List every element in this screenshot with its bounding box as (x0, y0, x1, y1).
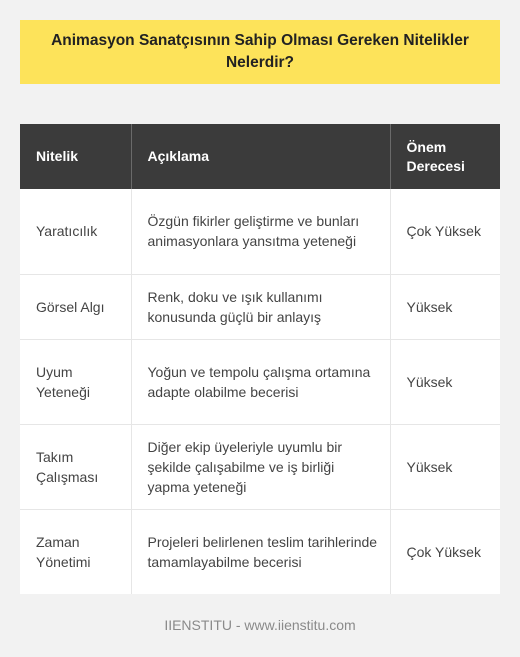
table-row (20, 339, 500, 424)
description-cell: Projeleri belirlenen teslim tarihlerinde tamamlayabilme becerisi (131, 509, 390, 594)
description-cell: Yoğun ve tempolu çalışma ortamına adapte olabilme becerisi (131, 339, 390, 424)
table-row (20, 274, 500, 339)
trait-cell: Zaman Yönetimi (20, 509, 131, 594)
header-trait: Nitelik (20, 124, 131, 189)
importance-cell: Çok Yüksek (406, 543, 481, 560)
importance-cell: Yüksek (390, 339, 500, 424)
trait-cell: Takım Çalışması (20, 424, 131, 509)
footer-watermark: IIENSTITU - www.iienstitu.com (164, 617, 356, 633)
title-banner (20, 20, 500, 84)
importance-cell: Yüksek (390, 274, 500, 339)
table-row (20, 189, 500, 274)
traits-table (20, 124, 500, 594)
description-cell: Özgün fikirler geliştirme ve bunları animasyonlara yansıtma yeteneği (131, 189, 390, 274)
header-importance: Önem Derecesi (390, 124, 500, 189)
description-cell: Renk, doku ve ışık kullanımı konusunda güçlü bir anlayış (131, 274, 390, 339)
importance-cell: Çok Yüksek (390, 189, 500, 274)
table-row (20, 424, 500, 509)
trait-cell: Yaratıcılık (20, 189, 131, 274)
importance-cell: Yüksek (390, 424, 500, 509)
header-description: Açıklama (131, 124, 390, 189)
trait-cell: Uyum Yeteneği (20, 339, 131, 424)
page-title: Animasyon Sanatçısının Sahip Olması Gereken Nitelikler Nelerdir? (51, 32, 469, 71)
trait-cell: Görsel Algı (20, 274, 131, 339)
table-header-row (20, 124, 500, 189)
description-cell: Diğer ekip üyeleriyle uyumlu bir şekilde çalışabilme ve iş birliği yapma yeteneği (131, 424, 390, 509)
table-row (20, 509, 500, 594)
